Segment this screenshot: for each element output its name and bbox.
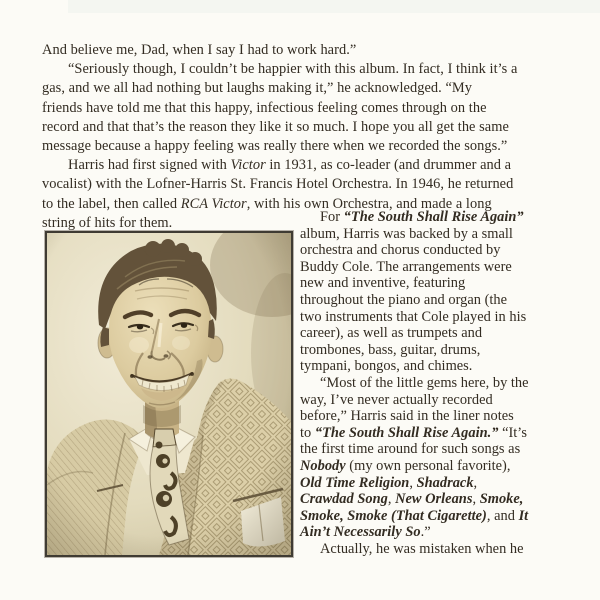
- text-line: album, Harris was backed by a small: [300, 225, 513, 242]
- text-line: And believe me, Dad, when I say I had to work hard.”: [42, 42, 357, 58]
- text-line: message because a happy feeling was really there when we recorded the songs.”: [42, 138, 508, 155]
- text-line: to the label, then called RCA Victor, with his own Orchestra, and made a long: [42, 195, 492, 212]
- text-line: to “The South Shall Rise Again.” “It’s: [300, 424, 527, 441]
- text-line: Old Time Religion, Shadrack,: [300, 474, 478, 491]
- text-line: “Seriously though, I couldn’t be happier with this album. In fact, I think it’s a: [68, 61, 518, 78]
- text-line: string of hits for them.: [42, 214, 173, 231]
- text-line: tympani, bongos, and chimes.: [300, 358, 473, 375]
- text-line: before,” Harris said in the liner notes: [300, 408, 514, 425]
- text-line: Crawdad Song, New Orleans, Smoke,: [300, 491, 524, 508]
- text-line: Harris had first signed with Victor in 1931, as co-leader (and drummer and a: [68, 157, 512, 174]
- text-line: Smoke, Smoke (That Cigarette), and It: [300, 507, 529, 524]
- text-line: Actually, he was mistaken when he: [320, 540, 524, 557]
- text-line: throughout the piano and organ (the: [300, 291, 508, 308]
- text-line: gas, and we all had nothing but laughs making it,” he acknowledged. “My: [42, 80, 472, 97]
- text-line: orchestra and chorus conducted by: [300, 242, 501, 259]
- text-line: For “The South Shall Rise Again”: [320, 209, 524, 225]
- text-line: Ain’t Necessarily So.”: [300, 524, 431, 541]
- text-line: way, I’ve never actually recorded: [300, 391, 493, 408]
- text-line: friends have told me that this happy, infectious feeling comes through on the: [42, 99, 487, 116]
- text-line: Buddy Cole. The arrangements were: [300, 258, 512, 275]
- text-line: Nobody (my own personal favorite),: [300, 457, 511, 474]
- right-column-text: [300, 209, 592, 557]
- portrait-photo: [45, 231, 293, 557]
- scan-artifact-band: [68, 0, 600, 13]
- text-line: new and inventive, featuring: [300, 275, 466, 292]
- text-line: career), as well as trumpets and: [300, 325, 483, 342]
- text-line: trombones, bass, guitar, drums,: [300, 341, 481, 358]
- intro-paragraphs: [42, 41, 594, 233]
- text-line: record and that that’s the reason they like it so much. I hope you all get the same: [42, 118, 509, 135]
- text-line: the first time around for such songs as: [300, 441, 521, 458]
- text-line: two instruments that Cole played in his: [300, 308, 527, 325]
- vignette-overlay: [47, 233, 291, 555]
- text-line: vocalist) with the Lofner-Harris St. Francis Hotel Orchestra. In 1946, he returned: [42, 176, 514, 193]
- text-line: “Most of the little gems here, by the: [320, 374, 529, 391]
- portrait-illustration: [47, 233, 291, 555]
